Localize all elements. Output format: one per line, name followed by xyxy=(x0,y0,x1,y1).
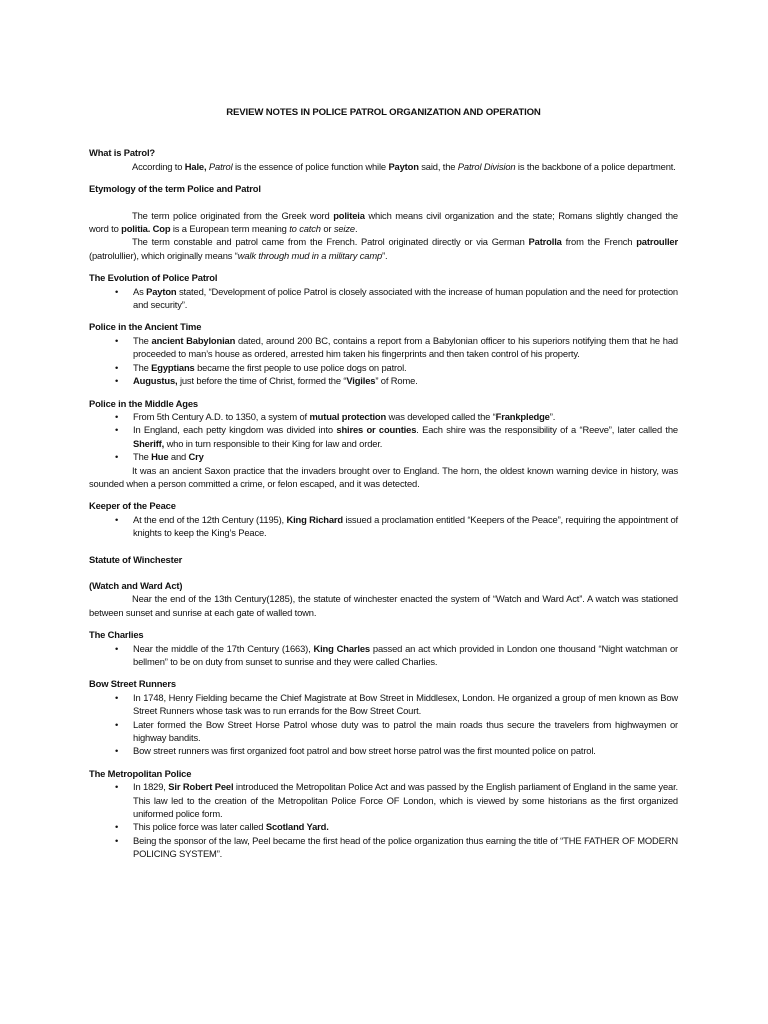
heading-charlies: The Charlies xyxy=(89,629,144,641)
list-ancient-time xyxy=(89,334,678,388)
heading-etymology: Etymology of the term Police and Patrol xyxy=(89,183,261,195)
subheading-watch-and-ward: (Watch and Ward Act) xyxy=(89,579,183,591)
heading-evolution: The Evolution of Police Patrol xyxy=(89,272,218,284)
bullet-glyph: • xyxy=(115,745,119,757)
list-item: • Near the middle of the 17th Century (1663), King Charles passed an act which provided in London one thousand “Night watchman or bellmen” to be on duty from sunset to sunrise and they were called Charlies. xyxy=(115,642,678,667)
list-item: • The ancient Babylonian dated, around 200 BC, contains a report from a Babylonian officer to his superiors notifying them that he had proceeded to man’s house as ordered, arrested him taken his fingerprints and then taken control of his property. xyxy=(115,334,678,360)
list-middle-ages xyxy=(89,410,678,464)
paragraph-etymology-police: The term police originated from the Greek word politeia which means civil organization and the state; Romans slightly changed the word to politia. Cop is a European term meaning to catch or seize. xyxy=(89,209,678,235)
heading-metropolitan-police: The Metropolitan Police xyxy=(89,767,192,779)
bullet-glyph: • xyxy=(115,361,119,373)
paragraph-winchester: Near the end of the 13th Century(1285), the statute of winchester enacted the system of “Watch and Ward Act”. A watch was stationed between sunset and sunrise at each gate of walled town. xyxy=(89,593,678,618)
bullet-glyph: • xyxy=(115,334,119,346)
list-item: • Later formed the Bow Street Horse Patrol whose duty was to patrol the main roads thus secure the travelers from highwaymen or highway bandits. xyxy=(115,718,678,744)
bullet-glyph: • xyxy=(115,375,119,387)
list-item: • Being the sponsor of the law, Peel became the first head of the police organization thus earning the title of “THE FATHER OF MODERN POLICING SYSTEM”. xyxy=(115,834,678,860)
document-title: REVIEW NOTES IN POLICE PATROL ORGANIZATION AND OPERATION xyxy=(226,107,541,118)
heading-middle-ages: Police in the Middle Ages xyxy=(89,397,198,409)
bullet-glyph: • xyxy=(115,821,119,833)
paragraph-etymology-patrol: The term constable and patrol came from the French. Patrol originated directly or via German Patrolla from the French patrouller (patrolullier), which originally means “walk through mud in a military camp”. xyxy=(89,236,678,261)
list-item: • Bow street runners was first organized foot patrol and bow street horse patrol was the first mounted police on patrol. xyxy=(115,745,596,757)
list-keeper-of-peace xyxy=(89,513,678,540)
list-metropolitan xyxy=(89,780,678,860)
bullet-glyph: • xyxy=(115,424,119,436)
bullet-glyph: • xyxy=(115,642,119,654)
paragraph-what-is-patrol: According to Hale, Patrol is the essence of police function while Payton said, the Patrol Division is the backbone of a police department. xyxy=(132,160,676,172)
bullet-glyph: • xyxy=(115,285,119,297)
heading-what-is-patrol: What is Patrol? xyxy=(89,147,155,159)
bullet-glyph: • xyxy=(115,513,119,525)
heading-keeper-of-peace: Keeper of the Peace xyxy=(89,500,176,512)
bullet-glyph: • xyxy=(115,691,119,703)
list-evolution xyxy=(89,285,678,312)
list-item: • At the end of the 12th Century (1195), King Richard issued a proclamation entitled “Keepers of the Peace”, requiring the appointment of knights to keep the King’s Peace. xyxy=(115,513,679,539)
list-item: • In 1748, Henry Fielding became the Chief Magistrate at Bow Street in Middlesex, London. He organized a group of men known as Bow Street Runners whose task was to run errands for the Bow Street Court. xyxy=(115,691,678,717)
heading-bow-street-runners: Bow Street Runners xyxy=(89,678,176,690)
list-bow-street xyxy=(89,691,678,758)
bullet-glyph: • xyxy=(115,834,119,846)
list-item: • As Payton stated, “Development of police Patrol is closely associated with the increase of human population and the need for protection and security”. xyxy=(115,285,678,311)
list-item: • The Hue and Cry xyxy=(115,451,204,463)
bullet-glyph: • xyxy=(115,451,119,463)
list-item: • Augustus, just before the time of Christ, formed the “Vigiles” of Rome. xyxy=(115,375,418,387)
bullet-glyph: • xyxy=(115,718,119,730)
list-charlies xyxy=(89,642,678,669)
heading-ancient-time: Police in the Ancient Time xyxy=(89,321,202,333)
list-item: • In England, each petty kingdom was divided into shires or counties. Each shire was the responsibility of a “Reeve”, later called the Sheriff, who in turn responsible to their King for law and order. xyxy=(115,424,679,449)
bullet-glyph: • xyxy=(115,781,119,793)
heading-statute-of-winchester: Statute of Winchester xyxy=(89,553,183,565)
list-item: • This police force was later called Scotland Yard. xyxy=(115,821,329,833)
bullet-glyph: • xyxy=(115,410,119,422)
document-content xyxy=(89,106,678,861)
list-item: • From 5th Century A.D. to 1350, a system of mutual protection was developed called the “Frankpledge”. xyxy=(115,410,556,422)
list-item: • In 1829, Sir Robert Peel introduced the Metropolitan Police Act and was passed by the English parliament of England in the same year. This law led to the creation of the Metropolitan Police Force OF London, which is viewed by some historians as the first organized uniformed police form. xyxy=(115,781,678,820)
list-item: • The Egyptians became the first people to use police dogs on patrol. xyxy=(115,361,407,373)
paragraph-hue-and-cry: It was an ancient Saxon practice that the invaders brought over to England. The horn, the oldest known warning device in history, was sounded when a person committed a crime, or felon escaped, and it was detected. xyxy=(89,464,678,489)
